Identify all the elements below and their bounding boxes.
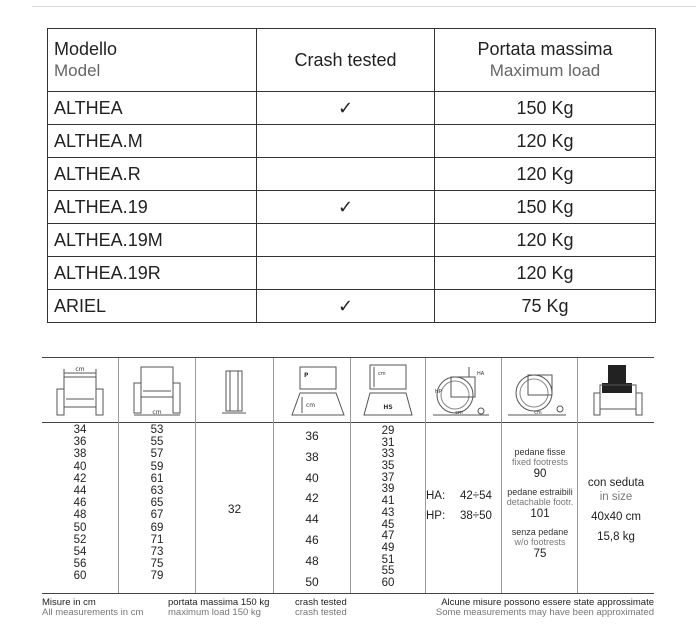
overall-width-values bbox=[119, 424, 195, 582]
footer-crash-en: crash tested bbox=[295, 607, 347, 618]
table-row bbox=[48, 158, 656, 191]
overall-width-value: 61 bbox=[150, 472, 164, 485]
load-header-it: Portata massima bbox=[477, 39, 613, 59]
seat-width-value: 36 bbox=[73, 436, 87, 449]
cm-label: cm bbox=[306, 402, 316, 409]
fixed-label-en: fixed footrests bbox=[511, 457, 569, 467]
seat-width-value: 54 bbox=[73, 545, 87, 558]
weight-values bbox=[578, 476, 654, 544]
table-row bbox=[48, 290, 656, 323]
back-height-value: 39 bbox=[381, 483, 395, 496]
seat-depth-icon bbox=[290, 363, 350, 417]
weight-size: 40x40 cm bbox=[591, 511, 641, 523]
back-height-value: 47 bbox=[381, 530, 395, 543]
ha-label: HA: bbox=[426, 490, 446, 502]
back-height-value: 49 bbox=[381, 541, 395, 554]
seat-width-value: 46 bbox=[73, 497, 87, 510]
overall-width-value: 69 bbox=[150, 521, 164, 534]
folded-width-value: 32 bbox=[227, 502, 242, 516]
detach-label: pedane estraibili bbox=[507, 487, 573, 497]
spec-table bbox=[42, 357, 654, 594]
seat-depth-value: 42 bbox=[305, 491, 319, 506]
footer-load bbox=[168, 598, 269, 618]
seat-width-value: 38 bbox=[73, 448, 87, 461]
cm-label: cm bbox=[75, 366, 85, 373]
footer-load-en: maximum load 150 kg bbox=[168, 607, 261, 618]
seat-width-value: 40 bbox=[73, 460, 87, 473]
crash-cell bbox=[257, 158, 435, 191]
back-height-value: 55 bbox=[381, 565, 395, 578]
model-cell: ALTHEA.R bbox=[48, 158, 257, 191]
crash-cell bbox=[257, 224, 435, 257]
table-row bbox=[48, 224, 656, 257]
footer-load-it: portata massima 150 kg bbox=[168, 597, 270, 608]
back-height-value: 37 bbox=[381, 471, 395, 484]
back-height-value: 41 bbox=[381, 495, 395, 508]
check-icon: ✓ bbox=[257, 191, 435, 224]
crash-header: Crash tested bbox=[257, 29, 435, 92]
seat-width-value: 50 bbox=[73, 521, 87, 534]
table-row bbox=[48, 92, 656, 125]
load-cell: 120 Kg bbox=[435, 125, 656, 158]
cm-label: cm bbox=[534, 410, 542, 416]
folded-width-icon bbox=[212, 363, 256, 417]
footer-measures bbox=[42, 598, 143, 618]
fixed-label: pedane fisse bbox=[514, 447, 566, 457]
ha-label: HA bbox=[477, 371, 485, 377]
overall-width-value: 71 bbox=[150, 533, 164, 546]
load-header-en: Maximum load bbox=[489, 61, 601, 80]
weight-label: con seduta bbox=[587, 477, 645, 489]
back-height-value: 51 bbox=[381, 553, 395, 566]
hp-label: HP: bbox=[426, 510, 446, 522]
seat-depth-value: 40 bbox=[305, 470, 319, 485]
load-cell: 120 Kg bbox=[435, 158, 656, 191]
footer-approx-en: Some measurements may have been approximated bbox=[435, 607, 654, 618]
overall-width-value: 79 bbox=[150, 570, 164, 583]
detach-value: 101 bbox=[530, 508, 550, 520]
table-row bbox=[48, 125, 656, 158]
armrest-values bbox=[426, 486, 506, 526]
load-cell: 150 Kg bbox=[435, 191, 656, 224]
overall-width-value: 53 bbox=[150, 424, 164, 436]
load-cell: 120 Kg bbox=[435, 257, 656, 290]
footer-approx bbox=[436, 598, 654, 618]
back-height-value: 31 bbox=[381, 436, 395, 449]
back-height-value: 43 bbox=[381, 506, 395, 519]
seat-depth-value: 48 bbox=[305, 553, 319, 568]
overall-width-value: 73 bbox=[150, 545, 164, 558]
hs-label: HS bbox=[383, 404, 393, 411]
cm-label: cm bbox=[455, 410, 463, 416]
seat-width-value: 44 bbox=[73, 484, 87, 497]
footer-approx-it: Alcune misure possono essere state approssimate bbox=[441, 597, 654, 608]
model-cell: ALTHEA.19 bbox=[48, 191, 257, 224]
model-header-it: Modello bbox=[54, 39, 118, 59]
hp-label: HP bbox=[435, 389, 442, 395]
back-height-value: 45 bbox=[381, 518, 395, 531]
none-value: 75 bbox=[533, 548, 547, 560]
weight-icon bbox=[590, 363, 646, 417]
model-header bbox=[48, 29, 257, 92]
overall-width-icon bbox=[129, 363, 185, 417]
seat-width-value: 42 bbox=[73, 472, 87, 485]
p-label: P bbox=[304, 372, 309, 379]
weight-value: 15,8 kg bbox=[597, 531, 635, 543]
model-cell: ALTHEA.19M bbox=[48, 224, 257, 257]
footer-crash-it: crash tested bbox=[295, 597, 347, 608]
length-values bbox=[502, 447, 578, 561]
back-height-icon bbox=[362, 363, 418, 417]
ha-value: 42÷54 bbox=[460, 490, 492, 502]
seat-depth-value: 50 bbox=[305, 574, 319, 589]
overall-width-value: 59 bbox=[150, 460, 164, 473]
footer-measure-it: Misure in cm bbox=[42, 597, 96, 608]
seat-width-value: 56 bbox=[73, 558, 87, 571]
model-cell: ARIEL bbox=[48, 290, 257, 323]
model-header-en: Model bbox=[54, 61, 101, 80]
crash-cell bbox=[257, 257, 435, 290]
model-cell: ALTHEA.M bbox=[48, 125, 257, 158]
none-label-en: w/o footrests bbox=[514, 537, 566, 547]
seat-depth-values bbox=[274, 426, 350, 592]
seat-depth-value: 44 bbox=[305, 512, 319, 527]
footer-measure-en: All measurements in cm bbox=[42, 607, 144, 618]
load-cell: 75 Kg bbox=[435, 290, 656, 323]
top-divider bbox=[32, 6, 696, 7]
cm-label: cm bbox=[152, 409, 162, 416]
back-height-value: 29 bbox=[381, 425, 395, 437]
column-divider bbox=[425, 358, 426, 593]
overall-width-value: 75 bbox=[150, 558, 164, 571]
column-divider bbox=[195, 358, 196, 593]
detach-label-en: detachable footr. bbox=[506, 497, 574, 507]
seat-width-icon bbox=[52, 363, 108, 417]
load-table bbox=[47, 28, 656, 323]
overall-width-value: 67 bbox=[150, 509, 164, 522]
load-cell: 120 Kg bbox=[435, 224, 656, 257]
overall-width-value: 57 bbox=[150, 448, 164, 461]
load-cell: 150 Kg bbox=[435, 92, 656, 125]
weight-label-en: in size bbox=[599, 491, 633, 503]
seat-depth-value: 46 bbox=[305, 532, 319, 547]
table-row bbox=[48, 191, 656, 224]
seat-width-value: 34 bbox=[73, 424, 87, 436]
overall-length-icon bbox=[504, 363, 574, 417]
check-icon: ✓ bbox=[257, 290, 435, 323]
overall-width-value: 55 bbox=[150, 436, 164, 449]
back-height-values bbox=[351, 426, 425, 590]
hp-value: 38÷50 bbox=[460, 510, 492, 522]
overall-width-value: 63 bbox=[150, 484, 164, 497]
load-table-header bbox=[48, 29, 656, 92]
model-cell: ALTHEA bbox=[48, 92, 257, 125]
fixed-value: 90 bbox=[533, 468, 547, 480]
none-label: senza pedane bbox=[511, 527, 569, 537]
seat-width-value: 52 bbox=[73, 533, 87, 546]
cm-label: cm bbox=[378, 371, 386, 377]
overall-width-value: 65 bbox=[150, 497, 164, 510]
seat-depth-value: 36 bbox=[305, 429, 319, 443]
back-height-value: 60 bbox=[381, 576, 395, 589]
seat-width-value: 48 bbox=[73, 509, 87, 522]
armrest-height-icon bbox=[429, 363, 499, 417]
check-icon: ✓ bbox=[257, 92, 435, 125]
back-height-value: 35 bbox=[381, 460, 395, 473]
load-header bbox=[435, 29, 656, 92]
back-height-value: 33 bbox=[381, 448, 395, 461]
model-cell: ALTHEA.19R bbox=[48, 257, 257, 290]
crash-cell bbox=[257, 125, 435, 158]
footer-crash bbox=[295, 598, 347, 618]
seat-width-values bbox=[42, 424, 118, 582]
seat-width-value: 60 bbox=[73, 570, 87, 583]
table-row bbox=[48, 257, 656, 290]
seat-depth-value: 38 bbox=[305, 449, 319, 464]
